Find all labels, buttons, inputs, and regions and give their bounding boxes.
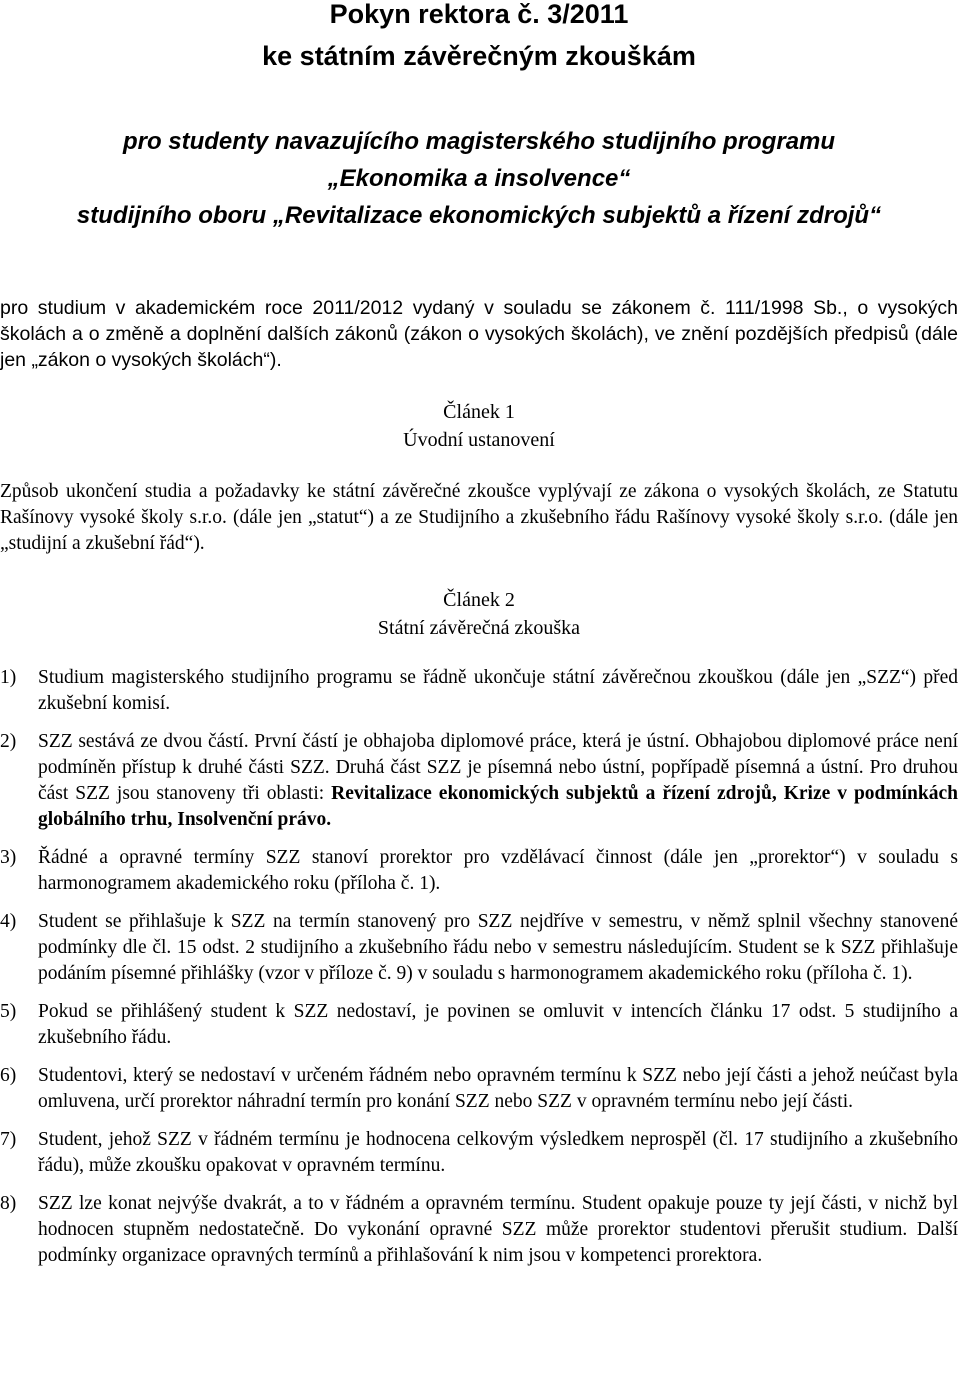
list-item: 3) Řádné a opravné termíny SZZ stanoví prorektor pro vzdělávací činnost (dále jen „prorektor“) v souladu s harmonogramem akademického roku (příloha č. 1). (0, 847, 958, 894)
article-1-text: Způsob ukončení studia a požadavky ke státní závěrečné zkoušce vyplývají ze zákona o vysokých školách, ze Statutu Rašínovy vysoké školy s.r.o. (dále jen „statut“) a ze Studijního a zkušebního řádu Rašínovy vysoké školy s.r.o. (dále jen „studijní a zkušební řád“). (0, 481, 958, 554)
list-item: 6) Studentovi, který se nedostaví v určeném řádném nebo opravném termínu k SZZ nebo její části a jehož neúčast byla omluvena, určí prorektor náhradní termín pro konání SZZ nebo SZZ v opravném termínu nebo její části. (0, 1065, 958, 1112)
title-line-1: Pokyn rektora č. 3/2011 (329, 0, 629, 29)
article-2-list (0, 665, 958, 1269)
subtitle-line-1: pro studenty navazujícího magisterského studijního programu (122, 128, 836, 155)
document-subtitle (0, 123, 958, 234)
article-2-number: Článek 2 (443, 589, 515, 611)
article-1-header (0, 398, 958, 454)
article-1-heading: Úvodní ustanovení (403, 429, 555, 451)
subtitle-line-2: „Ekonomika a insolvence“ (327, 165, 631, 192)
document-title (0, 0, 958, 75)
list-item: 8) SZZ lze konat nejvýše dvakrát, a to v řádném a opravném termínu. Student opakuje pouze ty její části, v nichž byl hodnocen stupněm nedostatečně. Do vykonání opravné SZZ může prorektor studentovi přerušit studium. Další podmínky organizace opravných termínů a přihlašování k nim jsou v kompetenci prorektora. (0, 1193, 958, 1266)
exam-areas: Revitalizace ekonomických subjektů a řízení zdrojů, Krize v podmínkách globálního trhu, Insolvenční právo. (38, 783, 958, 830)
article-2-heading: Státní závěrečná zkouška (377, 617, 581, 639)
subtitle-line-3: studijního oboru „Revitalizace ekonomických subjektů a řízení zdrojů“ (76, 202, 882, 229)
intro-paragraph: pro studium v akademickém roce 2011/2012 vydaný v souladu se zákonem č. 111/1998 Sb., o vysokých školách a o změně a doplnění dalších zákonů (zákon o vysokých školách), ve znění pozdějších předpisů (dále jen „zákon o vysokých školách“). (0, 297, 958, 371)
list-item: 5) Pokud se přihlášený student k SZZ nedostaví, je povinen se omluvit v intencích článku 17 odst. 5 studijního a zkušebního řádu. (0, 1001, 958, 1048)
list-item: 4) Student se přihlašuje k SZZ na termín stanovený pro SZZ nejdříve v semestru, v němž splnil všechny stanovené podmínky dle čl. 15 odst. 2 studijního a zkušebního řádu nebo v semestru následujícím. Student se k SZZ přihlašuje podáním písemné přihlášky (vzor v příloze č. 9) v souladu s harmonogramem akademického roku (příloha č. 1). (0, 911, 958, 984)
article-2-header (0, 586, 958, 642)
list-item: 1) Studium magisterského studijního programu se řádně ukončuje státní závěrečnou zkouškou (dále jen „SZZ“) před zkušební komisí. (0, 667, 958, 714)
article-1-number: Článek 1 (443, 401, 515, 423)
list-item: 2) SZZ sestává ze dvou částí. První částí je obhajoba diplomové práce, která je ústní. Obhajobou diplomové práce není podmíněn přístup k druhé části SZZ. Druhá část SZZ je písemná nebo ústní, popřípadě písemná a ústní. Pro druhou část SZZ jsou stanoveny tři oblasti: Revitalizace ekonomických subjektů a řízení zdrojů, Krize v podmínkách globálního trhu, Insolvenční právo. (0, 731, 958, 830)
title-line-2: ke státním závěrečným zkouškám (262, 41, 696, 71)
list-item: 7) Student, jehož SZZ v řádném termínu je hodnocena celkovým výsledkem neprospěl (čl. 17 studijního a zkušebního řádu), může zkoušku opakovat v opravném termínu. (0, 1129, 958, 1176)
